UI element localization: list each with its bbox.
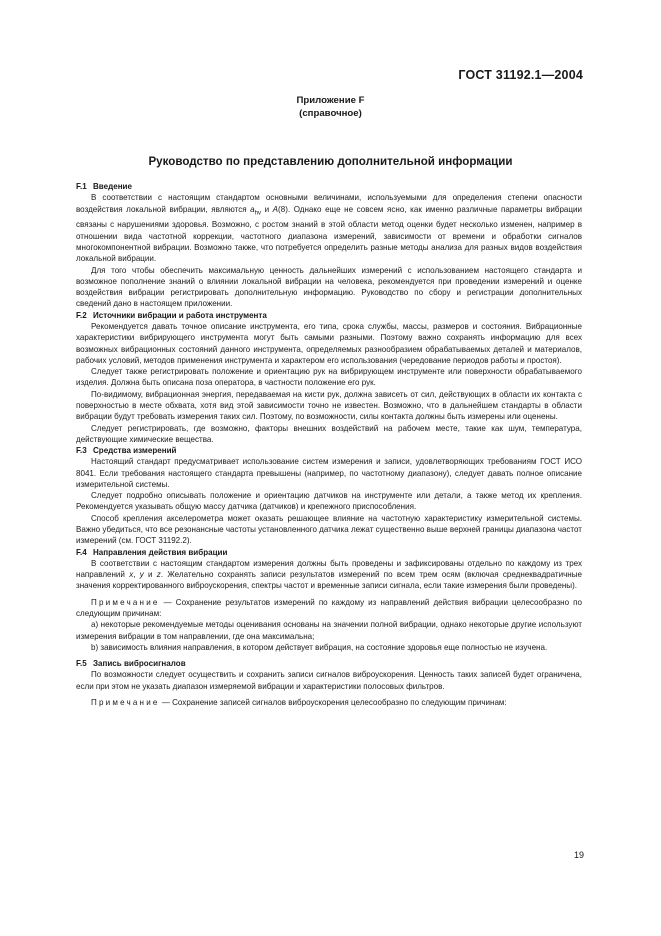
section-number: F.1 bbox=[76, 182, 87, 191]
section-heading-f4 bbox=[76, 547, 582, 558]
note-label: Примечание bbox=[91, 597, 160, 607]
section-number: F.4 bbox=[76, 547, 87, 557]
section-title: Средства измерений bbox=[92, 446, 177, 456]
paragraph: Настоящий стандарт предусматривает использование систем измерения и записи, удовлетворяющих требованиям ГОСТ ИСО 8041. Если требования настоящего стандарта превышены (например, по частотному диапазону), следует давать полное описание измерительной системы. bbox=[76, 457, 582, 489]
axis-x: x bbox=[129, 570, 134, 580]
paragraph: Рекомендуется давать точное описание инструмента, его типа, срока службы, массы, размеров и состояния. Вибрационные характеристики вибрирующего инструмента могут быть самыми разными. Поэтому важно сохранять информацию для всех возможных вибрационных состояний данного инструмента, определяемых разнообразием обрабатываемых деталей и материалов, рабочих условий, методов применения инструмента и характером его использования (чередование периодов работы и простоя). bbox=[76, 321, 582, 365]
text-run: . Желательно сохранять записи результатов измерений по всем трем осям (включая среднеквадратичные значения корректированного виброускорения, спектры частот и временные записи сигнала, если такие измерения были проведены). bbox=[76, 570, 582, 591]
section-title: Введение bbox=[92, 182, 132, 191]
paragraph: По-видимому, вибрационная энергия, передаваемая на кисти рук, должна зависеть от сил, действующих в области их контакта с поверхностью в месте обхвата, хотя вид этой зависимости точно не известен. Возможно, что в дальнейшем стандарты в области вибрации будут требовать измерения таких сил. Поэтому, по возможности, силы контакта должны быть измерены или оценены. bbox=[76, 389, 582, 422]
standard-code: ГОСТ 31192.1—2004 bbox=[458, 68, 583, 82]
symbol-A: A bbox=[272, 204, 279, 214]
paragraph bbox=[76, 192, 582, 264]
list-item: b) зависимость влияния направления, в котором действует вибрация, на состояние здоровья еще полностью не изучена. bbox=[91, 642, 548, 652]
paragraph: Следует подробно описывать положение и ориентацию датчиков на инструменте или детали, а также метод их крепления. Рекомендуется указывать общую массу датчика (датчиков) и крепежного приспособления. bbox=[76, 491, 582, 512]
paragraph: По возможности следует осуществить и сохранить записи сигналов виброускорения. Ценность таких записей будет ограничена, если при этом не указать диапазон измеряемой вибрации и характеристики полосовых фильтров. bbox=[76, 670, 582, 691]
text-run: В соответствии с настоящим стандартом измерения должны быть проведены и зафиксированы отдельно по каждому из трех направлений bbox=[76, 558, 582, 580]
note-label: Примечание bbox=[91, 697, 160, 707]
section-title: Запись виброcигналов bbox=[92, 659, 186, 669]
document-title: Руководство по представлению дополнительной информации bbox=[148, 155, 513, 168]
text-run: , bbox=[133, 570, 140, 580]
section-heading-f5 bbox=[76, 658, 582, 669]
paragraph: Способ крепления акселерометра может оказать решающее влияние на частотную характеристику измерительной системы. Важно убедиться, что все резонансные частоты установленного датчика лежат существенно выше верхней границы диапазона частот измерений (см. ГОСТ 31192.2). bbox=[76, 513, 582, 546]
axis-y: y bbox=[139, 570, 144, 580]
paragraph bbox=[76, 558, 582, 592]
note bbox=[76, 697, 582, 708]
section-number: F.3 bbox=[76, 446, 87, 456]
section-title: Источники вибрации и работа инструмента bbox=[92, 310, 267, 320]
annex-heading bbox=[0, 95, 661, 120]
section-number: F.5 bbox=[76, 659, 87, 669]
paragraph: Для того чтобы обеспечить максимальную ценность дальнейших измерений с использованием настоящего стандарта и возможное пополнение знаний о влиянии локальной вибрации на человека, рекомендуется при проведении измерений и оценке воздействия вибрации регистрировать дополнительную информацию. Руководство по сбору и регистрации дополнительных сведений дано в настоящем приложении. bbox=[76, 265, 582, 309]
text-run: (8). Однако еще не совсем ясно, как именно различные параметры вибрации связаны с нарушениями здоровья. Возможно, с ростом знаний в этой области метод оценки будет несколько изменен, например в отношении вида частотной коррекции, частотного диапазона измерений, зависимости от времени и обработки сигналов многокомпонентной вибрации. Возможно также, что потребуется определить разные методы анализа для разных видов воздействия локальной вибрации. bbox=[76, 204, 583, 264]
annex-title: Приложение F bbox=[296, 95, 365, 106]
note-text: — Сохранение результатов измерений по каждому из направлений действия вибрации целесообразно по следующим причинам: bbox=[76, 597, 582, 619]
page-number: 19 bbox=[573, 850, 584, 860]
text-run: и bbox=[261, 204, 273, 214]
note-text: — Сохранение записей сигналов виброускорения целесообразно по следующим причинам: bbox=[159, 697, 507, 707]
document-body bbox=[76, 181, 582, 708]
text-run: и bbox=[143, 570, 157, 580]
note bbox=[76, 597, 582, 620]
list-item: a) некоторые рекомендуемые методы оценивания основаны на значении полной вибрации, однако некоторые другие используют измерения вибрации в том направлении, где она максимальна; bbox=[76, 620, 582, 641]
symbol-subscript: hv bbox=[254, 210, 261, 217]
symbol-a: a bbox=[250, 204, 255, 214]
text-run: В соответствии с настоящим стандартом основными величинами, используемыми для определения степени опасности воздействия локальной вибрации, являются bbox=[76, 193, 582, 214]
section-number: F.2 bbox=[76, 310, 87, 320]
section-heading-f2 bbox=[76, 310, 582, 321]
section-heading-f1 bbox=[76, 181, 582, 192]
section-title: Направления действия вибрации bbox=[92, 547, 228, 557]
paragraph: Следует также регистрировать положение и ориентацию рук на вибрирующем инструменте или поверхности обрабатываемого изделия. Должна быть описана поза оператора, в частности положение его рук. bbox=[76, 367, 582, 388]
annex-kind: (справочное) bbox=[299, 107, 362, 119]
paragraph: Следует регистрировать, где возможно, факторы внешних воздействий на рабочем месте, такие как шум, температура, действующие химические вещества. bbox=[76, 423, 582, 444]
axis-z: z bbox=[156, 570, 161, 580]
section-heading-f3 bbox=[76, 445, 582, 456]
